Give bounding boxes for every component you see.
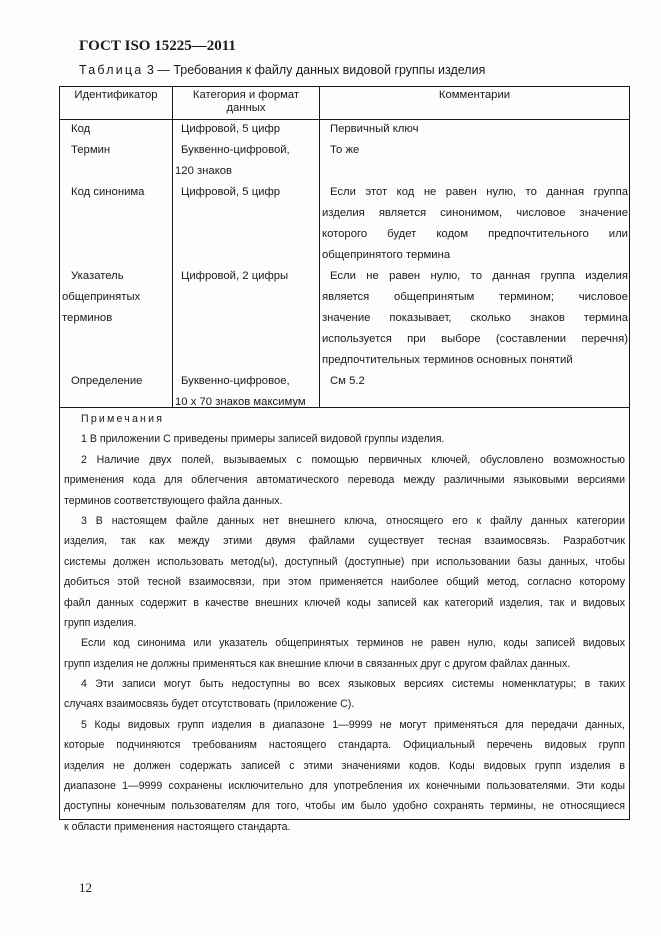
header-format: Категория и формат данных	[192, 89, 300, 114]
header-comments: Комментарии	[438, 89, 511, 101]
table-notes: Примечания 1 В приложении С приведены примеры записей видовой группы изделия. 2 Наличие двух полей, вызываемых с помощью первичных ключей, обусловлено возможностью применения кода для облегчения автоматического перевода между различными языковыми версиями терминов соответствующего файла данных. 3 В настоящем файле данных нет внешнего ключа, относящего его к файлу данных категории изделия, так как между этими двумя файлами существует тесная взаимосвязь. Разработчик системы должен использовать метод(ы), доступный (доступные) при использовании базы данных, чтобы добиться этой тесной взаимосвязи, при этом применяется наиболее общий метод, согласно которому файл данных содержит в качестве внешних ключей коды записей как категорий изделия, так и видовых групп изделия. Если код синонима или указатель общепринятых терминов не равен нулю, коды записей видовых групп изделия не должны применяться как внешние ключи в связанных друг с другом файлах данных. 4 Эти записи могут быть недоступны во всех языковых версиях системы номенклатуры; в таких случаях взаимосвязь будет отсутствовать (приложение С). 5 Коды видовых групп изделия в диапазоне 1—9999 не могут применяться для передачи данных, которые подчиняются требованиям настоящего стандарта. Официальный перечень видовых групп изделия не должен содержать записей с этими значениями кодов. Коды видовых групп изделия в диапазоне 1—9999 сохранены исключительно для употребления их конечными пользователями. Эти коды доступны конечным пользователям для того, чтобы им было удобно сохранять термины, не относящиеся к области применения настоящего стандарта.	[64, 409, 625, 837]
note-2: 2 Наличие двух полей, вызываемых с помощью первичных ключей, обусловлено возможностью	[81, 453, 625, 466]
table-label: Таблица	[79, 63, 144, 77]
table-title: — Требования к файлу данных видовой группы изделия	[157, 63, 486, 77]
notes-divider	[60, 407, 629, 408]
note-5: 5 Коды видовых групп изделия в диапазоне 1—9999 не могут применяться для передачи данных,	[81, 718, 625, 731]
requirements-table: Идентификатор Категория и формат данных Комментарии Код Цифровой, 5 цифр Первичный ключ Термин Буквенно-цифровой, 120 знаков То же Код синонима Цифровой, 5 цифр Если этот код не равен нулю, то данная группа изделия является синонимом, числовое значение которого будет кодом предпочтительного или общепринятого термина Указатель общепринятых терминов Цифровой, 2 цифры Если не равен нулю, то данная группа изделия является общепринятым термином; числовое значение показывает, сколько знаков термина используется при выборе (составлении перечня) предпочтительных терминов основных понятий Определение Буквенно-цифровое, 10 х 70 знаков максимум См 5.2 Примечания 1 В приложении С приведены примеры записей видовой группы изделия. 2 Наличие двух полей, вызываемых с помощью первичных ключей, обусловлено возможностью применения кода для облегчения автоматического перевода между различными языковыми версиями терминов соответствующего файла данных. 3 В настоящем файле данных нет внешнего ключа, относящего его к файлу данных категории изделия, так как между этими двумя файлами существует тесная взаимосвязь. Разработчик системы должен использовать метод(ы), доступный (доступные) при использовании базы данных, чтобы добиться этой тесной взаимосвязи, при этом применяется наиболее общий метод, согласно которому файл данных содержит в качестве внешних ключей коды записей как категорий изделия, так и видовых групп изделия. Если код синонима или указатель общепринятых терминов не равен нулю, коды записей видовых групп изделия не должны применяться как внешние ключи в связанных друг с другом файлах данных. 4 Эти записи могут быть недоступны во всех языковых версиях системы номенклатуры; в таких случаях взаимосвязь будет отсутствовать (приложение С). 5 Коды видовых групп изделия в диапазоне 1—9999 не могут применяться для передачи данных, которые подчиняются требованиям настоящего стандарта. Официальный перечень видовых групп изделия не должен содержать записей с этими значениями кодов. Коды видовых групп изделия в диапазоне 1—9999 сохранены исключительно для употребления их конечными пользователями. Эти коды доступны конечным пользователям для того, чтобы им было удобно сохранять термины, не относящиеся к области применения настоящего стандарта.	[59, 86, 630, 820]
note-4: 4 Эти записи могут быть недоступны во всех языковых версиях системы номенклатуры; в таких	[81, 678, 625, 691]
header-identifier: Идентификатор	[74, 89, 158, 101]
note-3-continuation: Если код синонима или указатель общепринятых терминов не равен нулю, коды записей видовых	[81, 637, 625, 650]
note-1: 1 В приложении С приведены примеры записей видовой группы изделия.	[81, 433, 445, 446]
page-number: 12	[79, 880, 92, 895]
notes-heading: Примечания	[81, 413, 165, 425]
table-caption	[79, 63, 485, 77]
column-divider-2	[319, 87, 320, 407]
table-number: 3	[146, 63, 154, 77]
note-3: 3 В настоящем файле данных нет внешнего ключа, относящего его к файлу данных категории	[81, 514, 625, 527]
document-code: ГОСТ ISO 15225—2011	[79, 38, 236, 54]
